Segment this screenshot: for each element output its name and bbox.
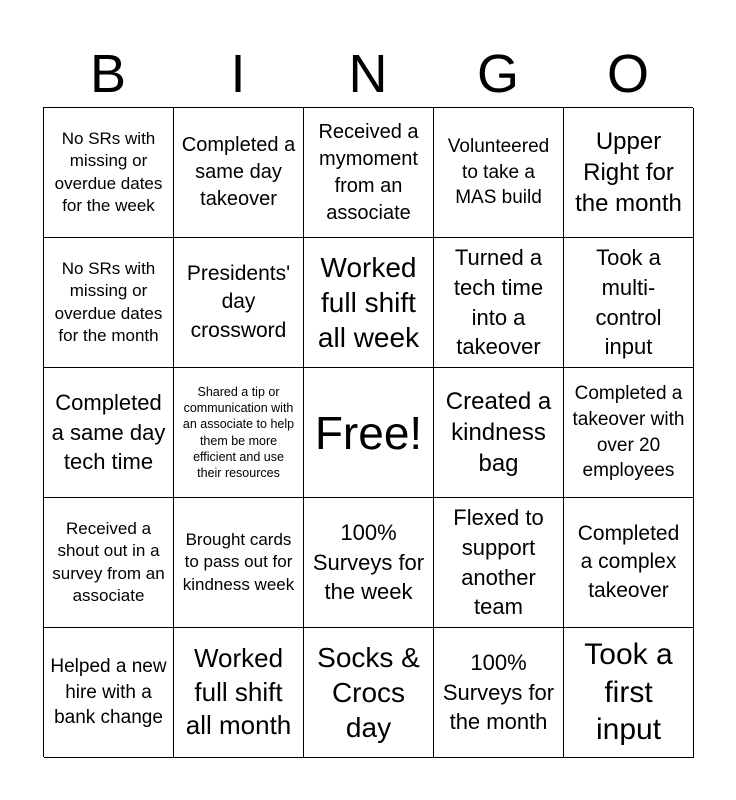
bingo-cell-r1c5[interactable] (564, 108, 694, 238)
cell-text: Worked full shift all week (317, 252, 420, 353)
bingo-cell-r5c1[interactable] (44, 628, 174, 758)
bingo-cell-r1c4[interactable] (434, 108, 564, 238)
cell-text: 100% Surveys for the month (442, 649, 555, 735)
bingo-cell-r2c4[interactable] (434, 238, 564, 368)
bingo-cell-r4c1[interactable] (44, 498, 174, 628)
cell-text: Upper Right for the month (575, 127, 682, 218)
cell-text: Took a multi-control input (595, 245, 662, 360)
cell-text: Brought cards to pass out for kindness week (182, 530, 295, 594)
bingo-cell-r4c4[interactable] (434, 498, 564, 628)
bingo-cell-r3c3-free[interactable] (304, 368, 434, 498)
cell-text: Created a kindness bag (445, 387, 552, 478)
bingo-cell-r5c2[interactable] (174, 628, 304, 758)
header-letter-n: N (348, 44, 388, 104)
cell-text: Completed a complex takeover (577, 521, 680, 602)
cell-text: Flexed to support another team (453, 505, 544, 620)
cell-text: Socks & Crocs day (317, 642, 420, 743)
cell-text: Completed a same day takeover (181, 134, 296, 210)
free-space-text: Free! (314, 406, 423, 459)
header-letter-i: I (230, 44, 246, 104)
cell-text: Helped a new hire with a bank change (50, 656, 167, 729)
cell-text: Shared a tip or communication with an associate to help them be more efficient and use their resources (182, 384, 295, 480)
header-letter-g: G (476, 44, 519, 104)
cell-text: Received a shout out in a survey from an associate (52, 519, 165, 605)
bingo-cell-r5c4[interactable] (434, 628, 564, 758)
bingo-cell-r5c3[interactable] (304, 628, 434, 758)
bingo-cell-r2c5[interactable] (564, 238, 694, 368)
bingo-cell-r3c4[interactable] (434, 368, 564, 498)
bingo-header (43, 40, 693, 108)
bingo-cell-r1c1[interactable] (44, 108, 174, 238)
cell-text: Received a mymoment from an associate (318, 120, 419, 224)
header-letter-o: O (606, 44, 649, 104)
bingo-cell-r1c3[interactable] (304, 108, 434, 238)
bingo-cell-r3c5[interactable] (564, 368, 694, 498)
bingo-cell-r2c3[interactable] (304, 238, 434, 368)
cell-text: Completed a same day tech time (51, 389, 166, 475)
bingo-cell-r5c5[interactable] (564, 628, 694, 758)
bingo-cell-r2c1[interactable] (44, 238, 174, 368)
cell-text: Completed a takeover with over 20 employees (572, 383, 685, 482)
cell-text: Worked full shift all month (185, 642, 292, 741)
bingo-cell-r2c2[interactable] (174, 238, 304, 368)
bingo-cell-r4c3[interactable] (304, 498, 434, 628)
bingo-cell-r4c5[interactable] (564, 498, 694, 628)
cell-text: No SRs with missing or overdue dates for the week (54, 129, 163, 215)
cell-text: No SRs with missing or overdue dates for the month (54, 259, 163, 345)
bingo-cell-r3c2[interactable] (174, 368, 304, 498)
bingo-cell-r4c2[interactable] (174, 498, 304, 628)
cell-text: Volunteered to take a MAS build (447, 136, 550, 209)
cell-text: Took a first input (584, 638, 673, 747)
bingo-cell-r1c2[interactable] (174, 108, 304, 238)
cell-text: Presidents' day crossword (186, 261, 291, 342)
header-letter-b: B (89, 44, 127, 104)
cell-text: 100% Surveys for the week (312, 519, 425, 605)
bingo-board (43, 107, 693, 757)
cell-text: Turned a tech time into a takeover (453, 245, 544, 360)
bingo-cell-r3c1[interactable] (44, 368, 174, 498)
